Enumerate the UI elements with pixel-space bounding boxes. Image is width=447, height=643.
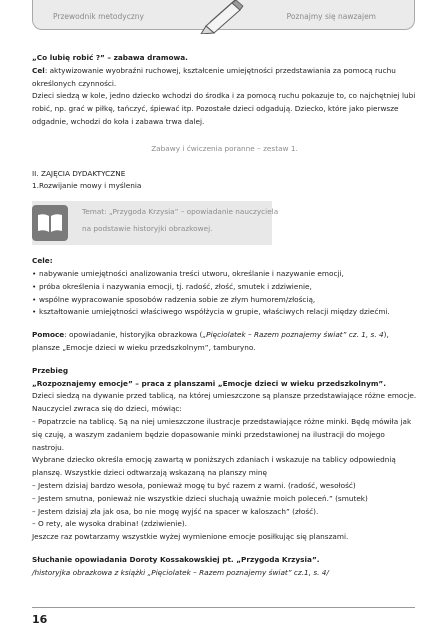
page-number: 16 [32, 613, 48, 626]
goals-list [32, 268, 417, 319]
list-item: • próba określenia i nazywania emocji, tj. radość, złość, smutek i zdziwienie, [32, 281, 417, 294]
listening-title: Słuchanie opowiadania Doroty Kossakowskiej pt. „Przygoda Krzysia”. [32, 554, 320, 564]
listening-source: /historyjka obrazkowa z książki „Pięciolatek – Razem poznajemy świat” cz.1, s. 4/ [32, 567, 329, 577]
game-title: „Co lubię robić ?” – zabawa dramowa. [32, 53, 188, 62]
morning-exercises: Zabawy i ćwiczenia poranne – zestaw 1. [151, 143, 298, 153]
page-content [32, 52, 417, 580]
topic-line-1: Temat: „Przygoda Krzysia” – opowiadanie nauczyciela [82, 207, 279, 217]
course-line: – O rety, ale wysoka drabina! (zdziwienie). [32, 519, 187, 529]
list-item: • wspólne wypracowanie sposobów radzenia sobie ze złym humorem/złością, [32, 294, 417, 307]
course-subtitle: „Rozpoznajemy emocje” – praca z planszami „Emocje dzieci w wieku przedszkolnym”. [32, 378, 387, 388]
course-line: – Jestem dzisiaj bardzo wesoła, ponieważ mogę tu być razem z wami. (radość, wesołość) [32, 480, 356, 490]
list-item: • nabywanie umiejętności analizowania treści utworu, określanie i nazywanie emocji, [32, 268, 417, 281]
book-icon [32, 205, 68, 241]
goals-label: Cele: [32, 256, 53, 266]
list-item: • kształtowanie umiejętności właściwego współżycia w grupie, właściwych relacji między dziećmi. [32, 306, 417, 319]
pencil-icon [196, 0, 244, 34]
course-line: – Jestem dzisiaj zła jak osa, bo nie mogę wyjść na spacer w kaloszach” (złość). [32, 506, 319, 516]
aids-paragraph: Pomoce: opowiadanie, historyjka obrazkowa („Pięciolatek – Razem poznajemy świat” cz. 1, s. 4), plansze „Emocje dzieci w wieku przedszkolnym”, tamburyno. [32, 330, 389, 352]
game-goal [32, 65, 417, 91]
section-subheading: 1.Rozwijanie mowy i myślenia [32, 181, 142, 191]
course-line: Wybrane dziecko określa emocję zawartą w poniższych zdaniach i wskazuje na tablicy odpowiednią planszę. Wszystkie dzieci odtwarzają wskazaną na planszy minę [32, 455, 396, 478]
course-line: Jeszcze raz powtarzamy wszystkie wyżej wymienione emocje posiłkując się planszami. [32, 532, 349, 542]
header-book-title: Przewodnik metodyczny [53, 12, 144, 21]
course-line: Dzieci siedzą na dywanie przed tablicą, na której umieszczone są plansze przedstawiające różne emocje. Nauczyciel zwraca się do dzieci, mówiąc: [32, 391, 417, 414]
game-description: Dzieci siedzą w kole, jedno dziecko wchodzi do środka i za pomocą ruchu pokazuje to, co najchętniej lubi robić, np. grać w piłkę, tańczyć, śpiewać itp. Pozostałe dzieci odgadują. Dziecko, które jako pierwsze odgadnie, wchodzi do koła i zabawa trwa dalej. [32, 91, 416, 126]
course-label: Przebieg [32, 365, 69, 375]
topic-box [32, 201, 417, 245]
section-heading: II. ZAJĘCIA DYDAKTYCZNE [32, 168, 126, 178]
header-chapter-title: Poznajmy się nawzajem [286, 12, 376, 21]
course-line: – Jestem smutna, ponieważ nie wszystkie dzieci słuchają uważnie moich poleceń.” (smutek) [32, 493, 368, 503]
game-goal-text: : aktywizowanie wyobraźni ruchowej, kształcenie umiejętności przedstawiania za pomocą ruchu określonych czynności. [32, 65, 396, 88]
course-line: – Popatrzcie na tablicę. Są na niej umieszczone ilustracje przedstawiające różne minki. Będę mówiła jak się czuję, a waszym zadaniem będzie dopasowanie minki przedstawionej na ilustracji do mojego nastroju. [32, 416, 412, 452]
footer-divider [32, 607, 415, 608]
topic-line-2: na podstawie historyjki obrazkowej. [82, 224, 213, 234]
game-goal-label: Cel [32, 65, 45, 75]
